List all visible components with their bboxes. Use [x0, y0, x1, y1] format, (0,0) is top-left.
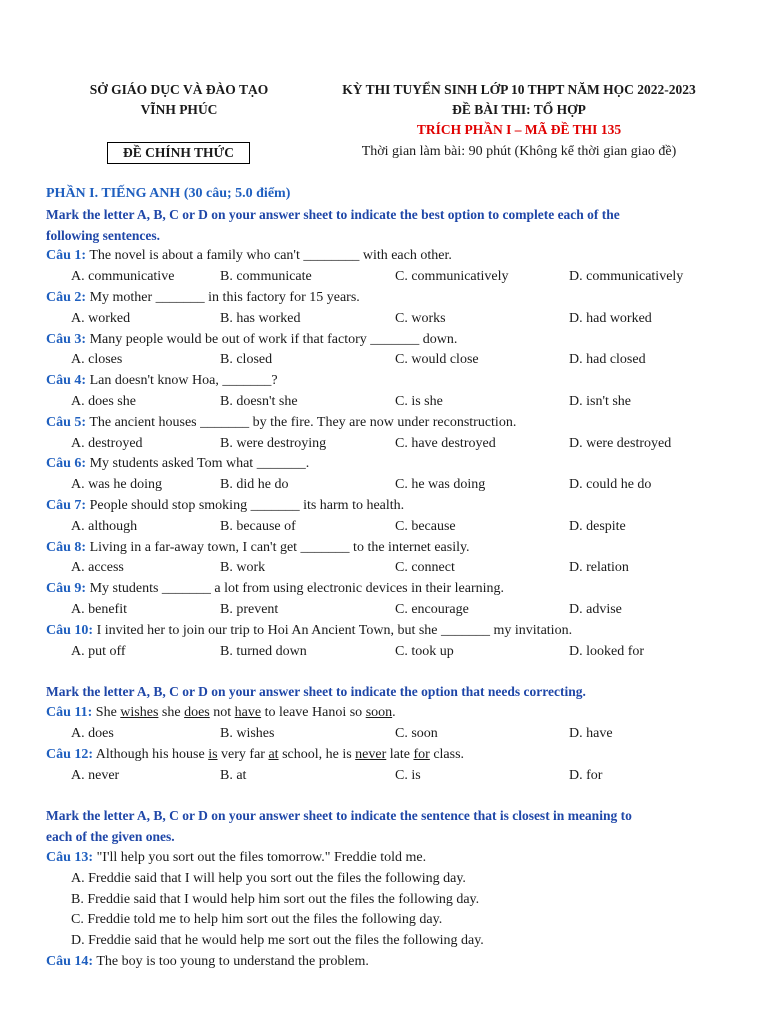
option-a: A. although	[71, 518, 138, 534]
option-b: B. Freddie said that I would help him sort out the files the following day.	[71, 891, 480, 907]
options-11	[46, 724, 726, 745]
text-segment: late	[389, 746, 410, 762]
text-segment: not	[213, 705, 232, 721]
question-text: My students asked Tom what _______.	[89, 456, 310, 472]
option-c: C. he was doing	[395, 477, 486, 493]
options-10	[46, 642, 726, 663]
question-text: Many people would be out of work if that factory _______ down.	[89, 331, 458, 347]
option-c: C. took up	[395, 643, 454, 659]
question-1	[46, 246, 726, 267]
instruction-3-line2: each of the given ones.	[46, 829, 175, 845]
question-label: Câu 7:	[46, 497, 87, 513]
part-title: PHẦN I. TIẾNG ANH (30 câu; 5.0 điểm)	[46, 186, 291, 201]
option-b: B. wishes	[220, 725, 275, 741]
option-b: B. were destroying	[220, 435, 327, 451]
option-d: D. relation	[569, 560, 629, 576]
option-a: A. benefit	[71, 601, 127, 617]
option-d: D. despite	[569, 518, 626, 534]
option-c: C. because	[395, 518, 456, 534]
exam-time: Thời gian làm bài: 90 phút (Không kể thời gian giao đề)	[361, 144, 677, 159]
option-d: D. Freddie said that he would help me sort out the files the following day.	[71, 933, 484, 949]
option-d: D. communicatively	[569, 269, 684, 285]
options-1	[46, 267, 726, 288]
question-text: My mother _______ in this factory for 15 years.	[89, 289, 360, 305]
option-c: C. works	[395, 310, 446, 326]
underlined-word: have	[234, 705, 262, 721]
question-13	[46, 848, 726, 869]
option-b: B. prevent	[220, 601, 279, 617]
question-label: Câu 10:	[46, 622, 94, 638]
question-label: Câu 14:	[46, 953, 94, 969]
option-b: B. at	[220, 767, 247, 783]
option-b: B. turned down	[220, 643, 307, 659]
question-label: Câu 6:	[46, 456, 87, 472]
option-d: D. isn't she	[569, 393, 632, 409]
options-9	[46, 600, 726, 621]
option-d: D. were destroyed	[569, 435, 672, 451]
question-9	[46, 579, 726, 600]
spacer	[46, 786, 726, 806]
question-text: My students _______ a lot from using electronic devices in their learning.	[89, 581, 505, 597]
underlined-word: is	[208, 746, 218, 762]
option-c: C. have destroyed	[395, 435, 496, 451]
question-label: Câu 8:	[46, 539, 87, 555]
question-label: Câu 13:	[46, 849, 94, 865]
instruction-1-line2: following sentences.	[46, 227, 160, 243]
option-a: A. does	[71, 725, 114, 741]
options-4	[46, 392, 726, 413]
text-segment: class.	[433, 746, 465, 762]
question-text: "I'll help you sort out the files tomorrow." Freddie told me.	[96, 849, 427, 865]
text-segment: to leave Hanoi so	[264, 705, 363, 721]
underlined-word: soon	[365, 705, 393, 721]
options-7	[46, 517, 726, 538]
header-right	[310, 80, 728, 140]
underlined-word: never	[355, 746, 387, 762]
underlined-word: does	[184, 705, 210, 721]
question-label: Câu 2:	[46, 289, 87, 305]
option-c: C. is	[395, 767, 421, 783]
text-segment: very far	[221, 746, 265, 762]
option-b: B. doesn't she	[220, 393, 298, 409]
question-2	[46, 288, 726, 309]
option-a: A. access	[71, 560, 124, 576]
question-label: Câu 9:	[46, 581, 87, 597]
option-a: A. was he doing	[71, 477, 162, 493]
instruction-2: Mark the letter A, B, C or D on your answer sheet to indicate the option that needs correcting.	[46, 684, 586, 700]
official-exam-box: ĐỀ CHÍNH THỨC	[107, 142, 250, 164]
option-c: C. is she	[395, 393, 443, 409]
option-a: A. never	[71, 767, 120, 783]
spacer	[46, 662, 726, 682]
option-c: C. would close	[395, 352, 479, 368]
question-label: Câu 4:	[46, 373, 87, 389]
option-b: B. work	[220, 560, 266, 576]
option-c: C. Freddie told me to help him sort out the files the following day.	[71, 912, 443, 928]
question-text: Living in a far-away town, I can't get _______ to the internet easily.	[89, 539, 470, 555]
option-d: D. could he do	[569, 477, 652, 493]
option-c: C. communicatively	[395, 269, 509, 285]
option-a: A. destroyed	[71, 435, 143, 451]
question-text: The ancient houses _______ by the fire. They are now under reconstruction.	[89, 414, 517, 430]
option-a: A. communicative	[71, 269, 175, 285]
option-a: A. closes	[71, 352, 123, 368]
exam-subject: ĐỀ BÀI THI: TỔ HỢP	[452, 102, 586, 117]
option-b: B. closed	[220, 352, 273, 368]
question-7	[46, 496, 726, 517]
options-3	[46, 350, 726, 371]
option-d: D. had closed	[569, 352, 646, 368]
option-c: C. encourage	[395, 601, 469, 617]
options-2	[46, 309, 726, 330]
option-b: B. communicate	[220, 269, 312, 285]
options-6	[46, 475, 726, 496]
text-segment: school, he is	[282, 746, 352, 762]
text-segment: She	[95, 705, 117, 721]
question-10	[46, 621, 726, 642]
text-segment: .	[392, 705, 396, 721]
option-d: D. looked for	[569, 643, 645, 659]
instruction-3-line1: Mark the letter A, B, C or D on your answer sheet to indicate the sentence that is closest in meaning to	[46, 808, 632, 824]
underlined-word: wishes	[120, 705, 159, 721]
question-label: Câu 1:	[46, 248, 87, 264]
question-6	[46, 454, 726, 475]
question-text: The novel is about a family who can't ________ with each other.	[89, 248, 452, 264]
question-label: Câu 12:	[46, 746, 94, 762]
text-segment: Although his house	[95, 746, 205, 762]
options-8	[46, 558, 726, 579]
option-d: D. have	[569, 725, 613, 741]
option-b: B. has worked	[220, 310, 301, 326]
exam-body	[46, 184, 726, 973]
option-a: A. put off	[71, 643, 126, 659]
exam-code: TRÍCH PHẦN I – MÃ ĐỀ THI 135	[416, 122, 622, 137]
question-text: I invited her to join our trip to Hoi An Ancient Town, but she _______ my invitation.	[96, 622, 573, 638]
header-left	[40, 80, 318, 120]
question-3	[46, 330, 726, 351]
province-name: VĨNH PHÚC	[140, 102, 218, 117]
options-5	[46, 434, 726, 455]
option-c: C. soon	[395, 725, 438, 741]
option-c: C. connect	[395, 560, 455, 576]
instruction-1-line1: Mark the letter A, B, C or D on your answer sheet to indicate the best option to complete each of the	[46, 206, 620, 222]
question-text: Lan doesn't know Hoa, _______?	[89, 373, 278, 389]
option-b: B. did he do	[220, 477, 289, 493]
question-14	[46, 952, 726, 973]
option-d: D. for	[569, 767, 603, 783]
question-5	[46, 413, 726, 434]
question-text: The boy is too young to understand the problem.	[96, 953, 369, 969]
question-label: Câu 5:	[46, 414, 87, 430]
option-a: A. Freddie said that I will help you sort out the files the following day.	[71, 870, 466, 886]
underlined-word: for	[413, 746, 430, 762]
options-12	[46, 766, 726, 787]
question-4	[46, 371, 726, 392]
text-segment: she	[161, 705, 181, 721]
question-11	[46, 703, 726, 724]
option-a: A. worked	[71, 310, 131, 326]
question-label: Câu 3:	[46, 331, 87, 347]
option-d: D. had worked	[569, 310, 652, 326]
exam-title: KỲ THI TUYỂN SINH LỚP 10 THPT NĂM HỌC 2022-2023	[342, 82, 696, 97]
option-a: A. does she	[71, 393, 136, 409]
question-text: People should stop smoking _______ its harm to health.	[89, 497, 405, 513]
option-d: D. advise	[569, 601, 622, 617]
question-12	[46, 745, 726, 766]
question-8	[46, 538, 726, 559]
question-label: Câu 11:	[46, 705, 93, 721]
department-name: SỞ GIÁO DỤC VÀ ĐÀO TẠO	[89, 82, 269, 97]
underlined-word: at	[268, 746, 279, 762]
option-b: B. because of	[220, 518, 296, 534]
